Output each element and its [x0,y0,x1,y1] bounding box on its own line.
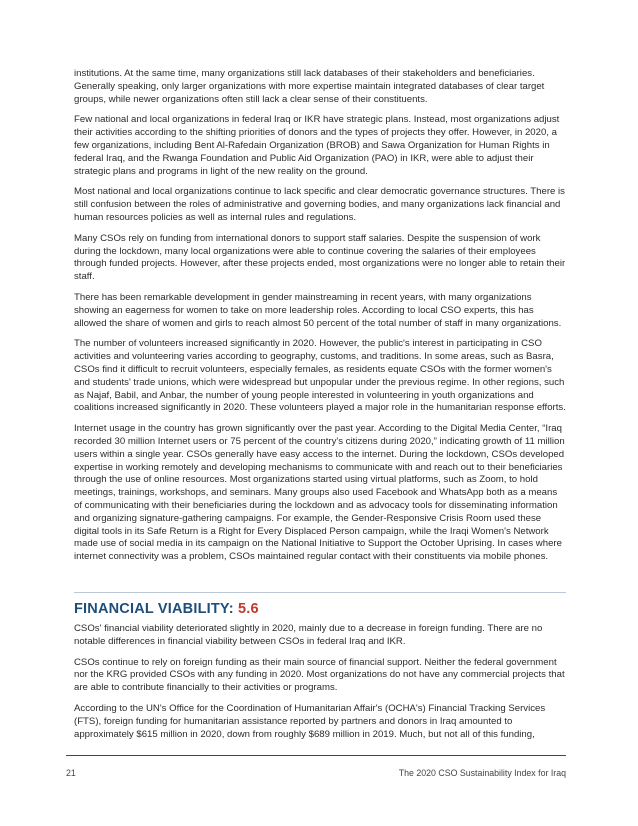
section-divider [74,592,566,593]
paragraph: The number of volunteers increased significantly in 2020. However, the public's interest in participating in CSO activities and volunteering varies according to geography, customs, and traditions. In some areas, such as Basra, CSOs find it difficult to recruit volunteers, especially females, as residents equate CSOs with the former women's and students' trade unions, which were widespread but unpopular under the previous regime. In other regions, such as Najaf, Babil, and Anbar, the number of young people interested in volunteering in youth organizations and coalitions increased significantly in 2020. These volunteers played a major role in the humanitarian response efforts. [74,338,566,414]
page-number: 21 [66,768,76,778]
section-heading [74,601,566,617]
publication-title: The 2020 CSO Sustainability Index for Iraq [398,768,566,778]
paragraph: Many CSOs rely on funding from international donors to support staff salaries. Despite the suspension of work during the lockdown, many local organizations were able to continue covering the salaries of their employees through funded projects. However, after these projects ended, most organizations were no longer able to retain their staff. [74,232,566,283]
section-score: 5.6 [237,601,259,617]
page-footer [66,755,566,778]
footer-divider [66,755,566,756]
paragraph: Internet usage in the country has grown significantly over the past year. According to the Digital Media Center, “Iraq recorded 30 million Internet users or 75 percent of the country's citizens during 2020,” indicating growth of 11 million users within a single year. CSOs generally have easy access to the internet. During the lockdown, CSOs developed expertise in working remotely and developing mechanisms to communicate with and reach out to their beneficiaries through the use of online resources. Most organizations started using virtual platforms, such as Zoom, to hold meetings, trainings, workshops, and seminars. Many groups also used Facebook and WhatsApp both as a means of communicating with their beneficiaries during the lockdown and as advocacy tools for disseminating information and organizing signature-gathering campaigns. For example, the Gender-Responsive Crisis Room used these digital tools in its Safe Return is a Right for Every Displaced Person campaign, while the Iraqi Women's Network made use of social media in its campaign on the National Initiative to Support the October Uprising. In cases where internet connectivity was a problem, CSOs maintained regular contact with their constituents via mobile phones. [74,423,565,563]
paragraph: According to the UN's Office for the Coordination of Humanitarian Affair's (OCHA's) Financial Tracking Services (FTS), foreign funding for humanitarian assistance reported by partners and donors in Iraq amounted to approximately $615 million in 2020, down from roughly $689 million in 2019. Much, but not all of this funding, [74,702,546,740]
paragraph: Most national and local organizations continue to lack specific and clear democratic governance structures. There is still confusion between the roles of administrative and governing bodies, and many organizations lack financial and human resources policies as well as internal rules and regulations. [74,186,565,223]
paragraph: CSOs' financial viability deteriorated slightly in 2020, mainly due to a decrease in foreign funding. There are no notable differences in financial viability between CSOs in federal Iraq and IKR. [74,623,543,647]
financial-viability-section [74,592,566,749]
body-text [74,68,566,572]
paragraph: institutions. At the same time, many organizations still lack databases of their stakeholders and beneficiaries. Generally speaking, only larger organizations with more expertise maintain integrated databases of clear target groups, while newer organizations often still lack a clear sense of their constituents. [74,68,545,105]
paragraph: There has been remarkable development in gender mainstreaming in recent years, with many organizations showing an eagerness for women to take on more leadership roles. According to local CSO experts, this has allowed the share of women and girls to reach almost 50 percent of the total number of staff in many organizations. [74,291,562,329]
paragraph: Few national and local organizations in federal Iraq or IKR have strategic plans. Instead, most organizations adjust their activities according to the shifting priorities of donors and the types of projects they offer. However, in 2020, a few organizations, including Bent Al-Rafedain Organization (BROB) and Sawa Organization for Human Rights in federal Iraq, and the Rwanga Foundation and Public Aid Organization (PAO) in IKR, were able to adjust their strategic plans and programs in light of the new reality on the ground. [74,114,560,177]
section-title: FINANCIAL VIABILITY: [74,601,238,617]
paragraph: CSOs continue to rely on foreign funding as their main source of financial support. Neither the federal government nor the KRG provided CSOs with any funding in 2020. Most organizations do not have any commercial projects that are able to contribute financially to their activities or programs. [74,656,565,694]
